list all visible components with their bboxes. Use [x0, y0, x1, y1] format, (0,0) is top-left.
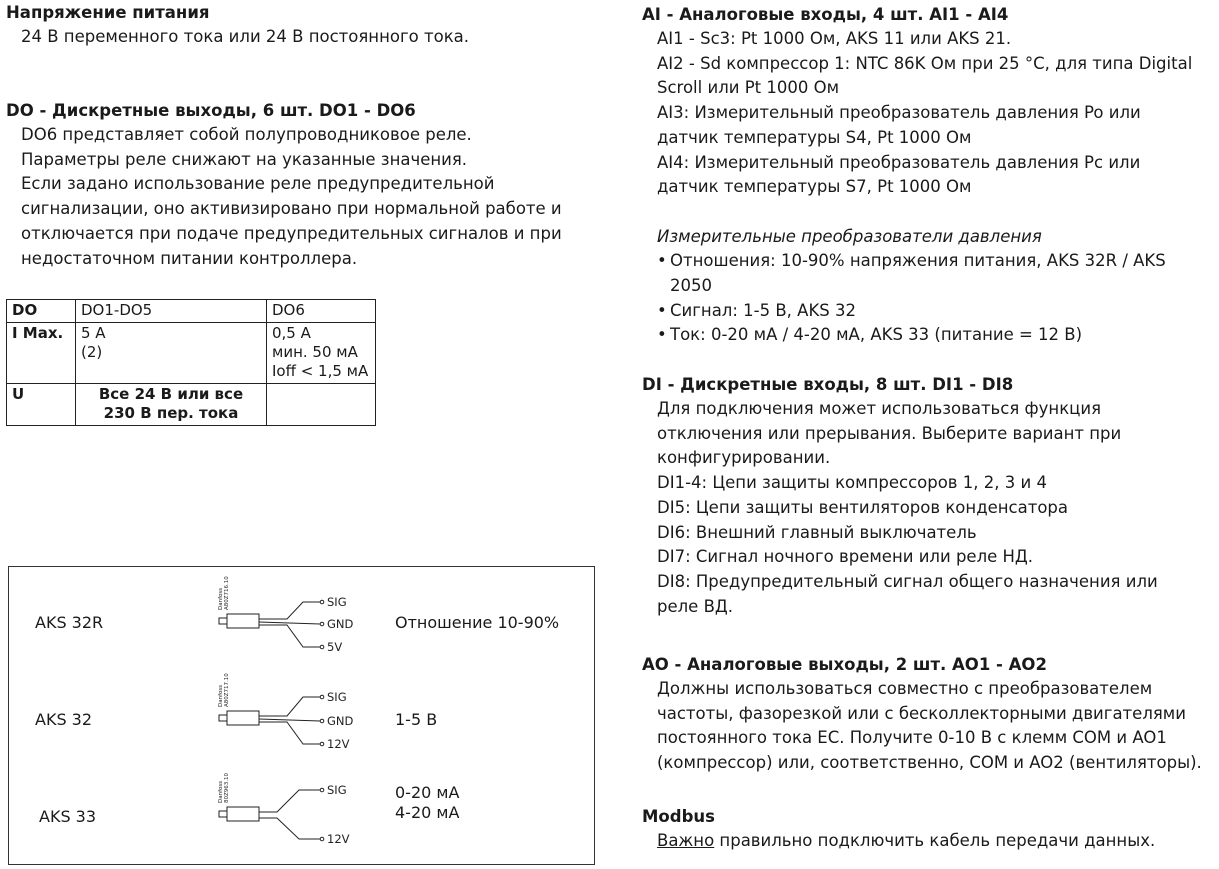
list-item: • Сигнал: 1-5 В, AKS 32: [657, 299, 1219, 324]
connector-body: [227, 614, 259, 628]
table-cell: [267, 384, 376, 426]
list-item: • Ток: 0-20 мА / 4-20 мА, AKS 33 (питание = 12 В): [657, 323, 1219, 348]
table-header-cell: DO6: [267, 300, 376, 323]
sensor-code-text: A80Z716.10: [224, 576, 230, 610]
sensor-name: AKS 32R: [35, 613, 104, 632]
wiring-drawing: [9, 567, 596, 866]
ai-line: датчик температуры S4, Pt 1000 Ом: [657, 127, 972, 147]
modbus-text: правильно подключить кабель передачи данных.: [714, 831, 1156, 850]
signal-description: 0-20 мА: [395, 783, 460, 802]
table-row: [7, 323, 376, 384]
ai-line: AI3: Измерительный преобразователь давления Po или: [657, 103, 1141, 123]
ao-line: частоты, фазорезкой или с бесколлекторными двигателями: [657, 703, 1186, 723]
table-cell: I Max.: [7, 323, 76, 384]
wire-sig: [259, 602, 320, 619]
cell-line: 0,5 A: [272, 324, 311, 342]
sensor-aks32r-drawing: [219, 600, 324, 649]
ai-line: AI2 - Sd компрессор 1: NTC 86K Ом при 25 °C, для типа Digital: [657, 53, 1193, 73]
di-title: DI - Дискретные входы, 8 шт. DI1 - DI8: [642, 375, 1014, 394]
table-cell: [267, 323, 376, 384]
di-line: DI1-4: Цепи защиты компрессоров 1, 2, 3 и 4: [657, 473, 1047, 493]
di-line: DI7: Сигнал ночного времени или реле НД.: [657, 547, 1034, 567]
sensor-aks32-drawing: [219, 695, 324, 746]
supply-text: 24 В переменного тока или 24 В постоянного тока.: [21, 27, 470, 46]
cell-line: (2): [81, 343, 103, 361]
ai-line: Scroll или Pt 1000 Ом: [657, 78, 840, 98]
ao-body: [642, 677, 1219, 776]
pin-label: 12V: [327, 737, 350, 751]
ai-body: [642, 27, 1219, 348]
sensor-aks33-drawing: [219, 788, 324, 841]
modbus-title: Modbus: [642, 807, 715, 826]
do-line: отключается при подаче предупредительных сигналов и при: [21, 223, 562, 243]
ai-title: AI - Аналоговые входы, 4 шт. AI1 - AI4: [642, 5, 1009, 24]
wire-gnd: [259, 622, 320, 624]
table-header-cell: DO1-DO5: [76, 300, 267, 323]
pin-label: GND: [327, 714, 354, 728]
do-line: Параметры реле снижают на указанные значения.: [21, 149, 468, 169]
sensor-name: AKS 33: [39, 807, 97, 826]
signal-description: Отношение 10-90%: [395, 613, 560, 632]
pin-label: GND: [327, 617, 354, 631]
do-title: DO - Дискретные выходы, 6 шт. DO1 - DO6: [6, 101, 416, 120]
ai-section: [642, 3, 1219, 348]
pin-label: 5V: [327, 640, 343, 654]
cell-line: мин. 50 мА: [272, 343, 358, 361]
modbus-line: [657, 829, 1219, 854]
signal-description: 4-20 мА: [395, 803, 460, 822]
do-ratings-table: [6, 299, 376, 426]
connector-tip: [219, 618, 227, 624]
supply-section: [6, 1, 606, 50]
sensor-code-text: Danfoss: [218, 684, 224, 707]
do-line: сигнализации, оно активизировано при нормальной работе и: [21, 199, 562, 219]
cell-line: 230 В пер. тока: [103, 404, 239, 422]
di-section: [642, 373, 1219, 619]
di-line: реле ВД.: [657, 596, 734, 616]
table-row: [7, 300, 376, 323]
ao-line: (компрессор) или, соответственно, COM и AO2 (вентиляторы).: [657, 753, 1202, 773]
sensor-code-text: 80Z963.10: [224, 772, 230, 803]
cell-line: Ioff < 1,5 мА: [272, 362, 369, 380]
table-cell: [76, 384, 267, 426]
wire-5v: [259, 625, 320, 647]
pin-label: SIG: [327, 595, 347, 609]
table-cell: U: [7, 384, 76, 426]
ao-title: AO - Аналоговые выходы, 2 шт. AO1 - AO2: [642, 655, 1047, 674]
ai-line: AI4: Измерительный преобразователь давления Pc или: [657, 152, 1141, 172]
di-line: DI6: Внешний главный выключатель: [657, 522, 977, 542]
modbus-section: [642, 805, 1219, 854]
table-header-cell: DO: [7, 300, 76, 323]
cell-line: 5 A: [81, 324, 106, 342]
modbus-important: Важно: [657, 831, 715, 850]
ao-section: [642, 653, 1219, 776]
di-line: Для подключения может использоваться функция: [657, 399, 1102, 418]
di-line: DI8: Предупредительный сигнал общего назначения или: [657, 571, 1158, 591]
table-cell: [76, 323, 267, 384]
list-item-continuation: 2050: [670, 276, 712, 296]
di-body: [642, 397, 1219, 619]
sensor-code-text: Danfoss: [218, 780, 224, 803]
do-line: недостаточном питании контроллера.: [21, 248, 358, 268]
list-item: • Отношения: 10-90% напряжения питания, AKS 32R / AKS: [657, 249, 1219, 274]
di-line: отключения или прерывания. Выберите вариант при: [657, 423, 1122, 443]
cell-line: Все 24 В или все: [98, 385, 244, 403]
pin-label: SIG: [327, 690, 347, 704]
ao-line: постоянного тока EC. Получите 0-10 В с клемм COM и AO1: [657, 728, 1167, 748]
ai-line: датчик температуры S7, Pt 1000 Ом: [657, 177, 972, 197]
di-line: конфигурировании.: [657, 448, 831, 468]
pin-label: SIG: [327, 783, 347, 797]
di-line: DI5: Цепи защиты вентиляторов конденсатора: [657, 497, 1069, 517]
supply-title: Напряжение питания: [6, 3, 210, 22]
do-line: DO6 представляет собой полупроводниковое реле.: [21, 125, 472, 144]
sensor-code-text: Danfoss: [218, 587, 224, 610]
signal-description: 1-5 В: [395, 710, 438, 729]
do-body: [6, 123, 606, 271]
modbus-body: [642, 829, 1219, 854]
transmitter-bullet-list: [657, 249, 1219, 348]
do-line: Если задано использование реле предупредительной: [21, 174, 495, 194]
sensor-name: AKS 32: [35, 710, 93, 729]
pin-label: 12V: [327, 832, 350, 846]
do-section: [6, 99, 606, 271]
ai-line: AI1 - Sc3: Pt 1000 Ом, AKS 11 или AKS 21.: [657, 29, 1012, 48]
transmitter-wiring-diagram: [8, 566, 595, 865]
table-row: [7, 384, 376, 426]
sensor-code-text: A80Z717.10: [224, 673, 230, 707]
ao-line: Должны использоваться совместно с преобразователем: [657, 679, 1153, 698]
ai-subtitle: Измерительные преобразователи давления: [657, 226, 1042, 246]
